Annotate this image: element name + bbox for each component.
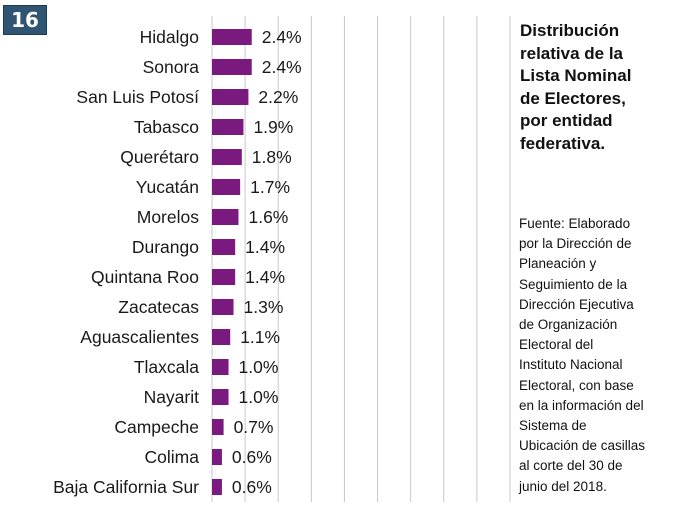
chart-category-label: Aguascalientes	[80, 327, 199, 347]
chart-value-label: 0.6%	[231, 447, 272, 467]
chart-category-label: Sonora	[142, 57, 199, 77]
chart-value-label: 1.3%	[243, 297, 284, 317]
chart-value-label: 2.4%	[261, 27, 302, 47]
chart-category-label: Yucatán	[135, 177, 199, 197]
chart-title: Distribución relativa de la Lista Nominal de Electores, por entidad federativa.	[520, 21, 632, 153]
chart-value-label: 0.7%	[233, 417, 274, 437]
chart-category-label: Baja California Sur	[53, 477, 199, 497]
chart-value-label: 1.8%	[251, 147, 292, 167]
chart-bar	[212, 29, 252, 45]
chart-category-label: Nayarit	[143, 387, 199, 407]
chart-bar	[212, 359, 229, 375]
chart-value-label: 0.6%	[231, 477, 272, 497]
chart-bar	[212, 269, 235, 285]
chart-category-label: Tabasco	[133, 117, 199, 137]
chart-value-label: 1.7%	[250, 177, 291, 197]
chart-value-label: 2.4%	[261, 57, 302, 77]
chart-bar	[212, 209, 238, 225]
chart-category-label: Campeche	[114, 417, 199, 437]
chart-category-label: San Luis Potosí	[76, 87, 199, 107]
slide-number-badge: 16	[3, 5, 47, 35]
chart-bar	[212, 299, 234, 315]
chart-bar	[212, 449, 222, 465]
chart-value-label: 1.4%	[245, 267, 286, 287]
chart-value-label: 1.0%	[238, 387, 279, 407]
chart-category-label: Colima	[144, 447, 199, 467]
chart-value-label: 1.0%	[238, 357, 279, 377]
chart-value-label: 2.2%	[258, 87, 299, 107]
chart-value-label: 1.1%	[240, 327, 281, 347]
chart-bar	[212, 239, 235, 255]
chart-value-label: 1.9%	[253, 117, 294, 137]
chart-bar	[212, 59, 252, 75]
chart-bar	[212, 89, 248, 105]
chart-bar	[212, 329, 230, 345]
chart-category-label: Quintana Roo	[91, 267, 199, 287]
chart-bar	[212, 179, 240, 195]
chart-bar	[212, 479, 222, 495]
chart-bar	[212, 119, 243, 135]
chart-value-label: 1.6%	[248, 207, 289, 227]
chart-category-label: Tlaxcala	[133, 357, 199, 377]
chart-bar	[212, 389, 229, 405]
chart-bar	[212, 419, 224, 435]
chart-category-labels	[53, 27, 199, 497]
chart-category-label: Hidalgo	[139, 27, 199, 47]
chart-category-label: Querétaro	[120, 147, 199, 167]
source-note: Fuente: Elaborado por la Dirección de Planeación y Seguimiento de la Dirección Ejecutiva de Organización Electoral del Instituto Nacional Electoral, con base en la información del Sistema de Ubicación de casillas al corte del 30 de junio del 2018.	[519, 216, 646, 494]
chart-category-label: Durango	[131, 237, 199, 257]
chart-category-label: Zacatecas	[118, 297, 199, 317]
chart-category-label: Morelos	[136, 207, 199, 227]
chart-bar	[212, 149, 242, 165]
chart-value-label: 1.4%	[245, 237, 286, 257]
